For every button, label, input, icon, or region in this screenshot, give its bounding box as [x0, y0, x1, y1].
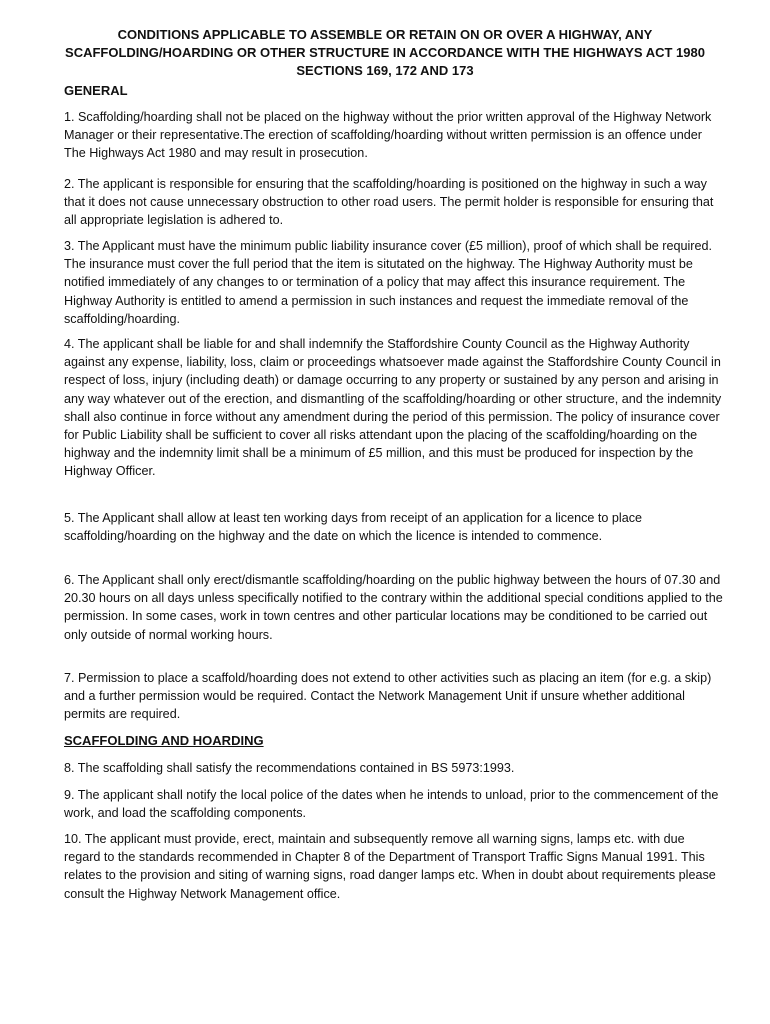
condition-paragraph-7: 7. Permission to place a scaffold/hoarding does not extend to other activities such as placing an item (for e.g. a skip) and a further permission would be required. Contact the Network Management Unit if unsure whether additional permits are required.: [64, 671, 712, 722]
section-heading-scaffolding: SCAFFOLDING AND HOARDING: [64, 733, 264, 748]
condition-paragraph-3: 3. The Applicant must have the minimum public liability insurance cover (£5 million), proof of which shall be required. The insurance must cover the full period that the item is situtated on the highway. The Highway Authority must be notified immediately of any changes to or termination of a policy that may affect this insurance requirement. The Highway Authority is entitled to amend a permission in such instances and request the immediate removal of the scaffolding/hoarding.: [64, 239, 712, 326]
condition-paragraph-10: 10. The applicant must provide, erect, maintain and subsequently remove all warning signs, lamps etc. with due regard to the standards recommended in Chapter 8 of the Department of Transport Traffic Signs Manual 1991. This relates to the provision and siting of warning signs, road danger lamps etc. When in doubt about requirements please consult the Highway Network Management office.: [64, 832, 716, 901]
condition-paragraph-2: 2. The applicant is responsible for ensuring that the scaffolding/hoarding is positioned on the highway in such a way that it does not cause unnecessary obstruction to other road users. The permit holder is responsible for ensuring that all appropriate legislation is adhered to.: [64, 177, 714, 228]
condition-paragraph-8: 8. The scaffolding shall satisfy the recommendations contained in BS 5973:1993.: [64, 761, 515, 775]
condition-paragraph-4: 4. The applicant shall be liable for and shall indemnify the Staffordshire County Council as the Highway Authority against any expense, liability, loss, claim or proceedings whatsoever made against the Staffordshire County Council in respect of loss, injury (including death) or damage occurring to any property or sustained by any person and arising in any way whatever out of the erection, and dismantling of the scaffolding/hoarding or other structure, and the indemnity shall also continue in force without any amendment during the period of this permission. The policy of insurance cover for Public Liability shall be sufficient to cover all risks attendant upon the placing of the scaffolding/hoarding on the highway and the indemnity limit shall be a minimum of £5 million, and this must be produced for inspection by the Highway Officer.: [64, 337, 722, 479]
condition-paragraph-6: 6. The Applicant shall only erect/dismantle scaffolding/hoarding on the public highway between the hours of 07.30 and 20.30 hours on all days unless specifically notified to the contrary within the additional special conditions applied to the permission. In some cases, work in town centres and other particular locations may be conditioned to be carried out only outside of normal working hours.: [64, 573, 723, 642]
section-heading-general: GENERAL: [64, 83, 128, 98]
condition-paragraph-5: 5. The Applicant shall allow at least ten working days from receipt of an application for a licence to place scaffolding/hoarding on the highway and the date on which the licence is intended to commence.: [64, 511, 643, 544]
document-title: CONDITIONS APPLICABLE TO ASSEMBLE OR RETAIN ON OR OVER A HIGHWAY, ANY SCAFFOLDING/HOARDING OR OTHER STRUCTURE IN ACCORDANCE WITH THE HIGHWAYS ACT 1980 SECTIONS 169, 172 AND 173: [65, 27, 705, 78]
condition-paragraph-9: 9. The applicant shall notify the local police of the dates when he intends to unload, prior to the commencement of the work, and load the scaffolding components.: [64, 788, 719, 821]
condition-paragraph-1: 1. Scaffolding/hoarding shall not be placed on the highway without the prior written approval of the Highway Network Manager or their representative.The erection of scaffolding/hoarding without written permission is an offence under The Highways Act 1980 and may result in prosecution.: [64, 110, 712, 161]
